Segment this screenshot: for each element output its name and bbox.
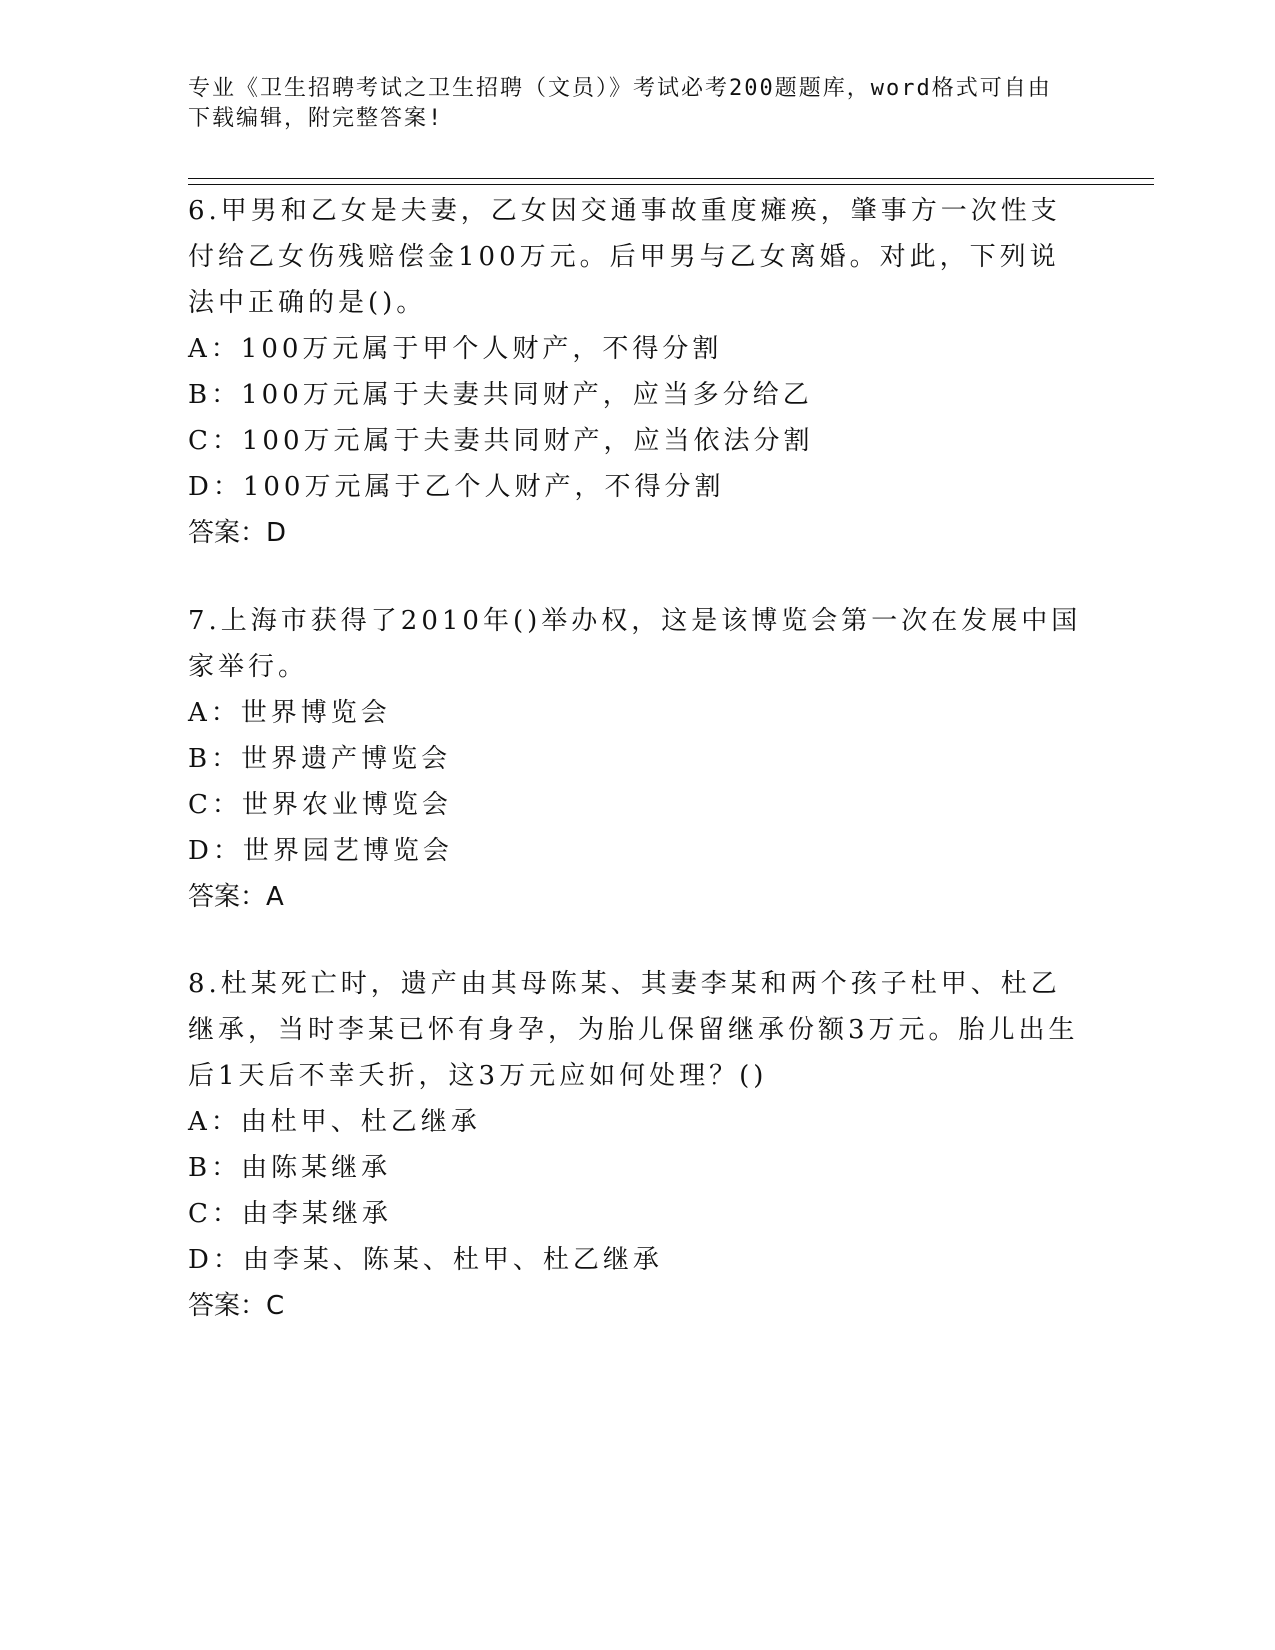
option-d: D：100万元属于乙个人财产，不得分割: [188, 472, 725, 502]
option-b: B：100万元属于夫妻共同财产，应当多分给乙: [188, 380, 813, 410]
question-6: [188, 188, 1088, 556]
question-stem: 8.杜某死亡时，遗产由其母陈某、其妻李某和两个孩子杜甲、杜乙继承，当时李某已怀有身孕，为胎儿保留继承份额3万元。胎儿出生后1天后不幸夭折，这3万元应如何处理？(): [188, 969, 1079, 1091]
option-c: C：世界农业博览会: [188, 790, 452, 820]
question-stem: 6.甲男和乙女是夫妻，乙女因交通事故重度瘫痪，肇事方一次性支付给乙女伤残赔偿金100万元。后甲男与乙女离婚。对此，下列说法中正确的是()。: [188, 196, 1061, 318]
answer: 答案：A: [188, 882, 284, 912]
option-a: A：100万元属于甲个人财产，不得分割: [188, 334, 723, 364]
option-b: B：由陈某继承: [188, 1153, 392, 1183]
answer: 答案：C: [188, 1291, 285, 1321]
option-b: B：世界遗产博览会: [188, 744, 452, 774]
option-a: A：由杜甲、杜乙继承: [188, 1107, 481, 1137]
option-c: C：100万元属于夫妻共同财产，应当依法分割: [188, 426, 814, 456]
header-divider-top: [188, 178, 1154, 179]
answer: 答案：D: [188, 518, 287, 548]
header-divider-bottom: [188, 184, 1154, 185]
option-c: C：由李某继承: [188, 1199, 392, 1229]
question-7: [188, 598, 1088, 920]
question-8: [188, 961, 1088, 1329]
option-d: D：世界园艺博览会: [188, 836, 453, 866]
option-d: D：由李某、陈某、杜甲、杜乙继承: [188, 1245, 663, 1275]
document-header: 专业《卫生招聘考试之卫生招聘（文员）》考试必考200题题库，word格式可自由下载编辑，附完整答案!: [188, 76, 1052, 131]
option-a: A：世界博览会: [188, 698, 391, 728]
question-stem: 7.上海市获得了2010年()举办权，这是该博览会第一次在发展中国家举行。: [188, 606, 1082, 682]
